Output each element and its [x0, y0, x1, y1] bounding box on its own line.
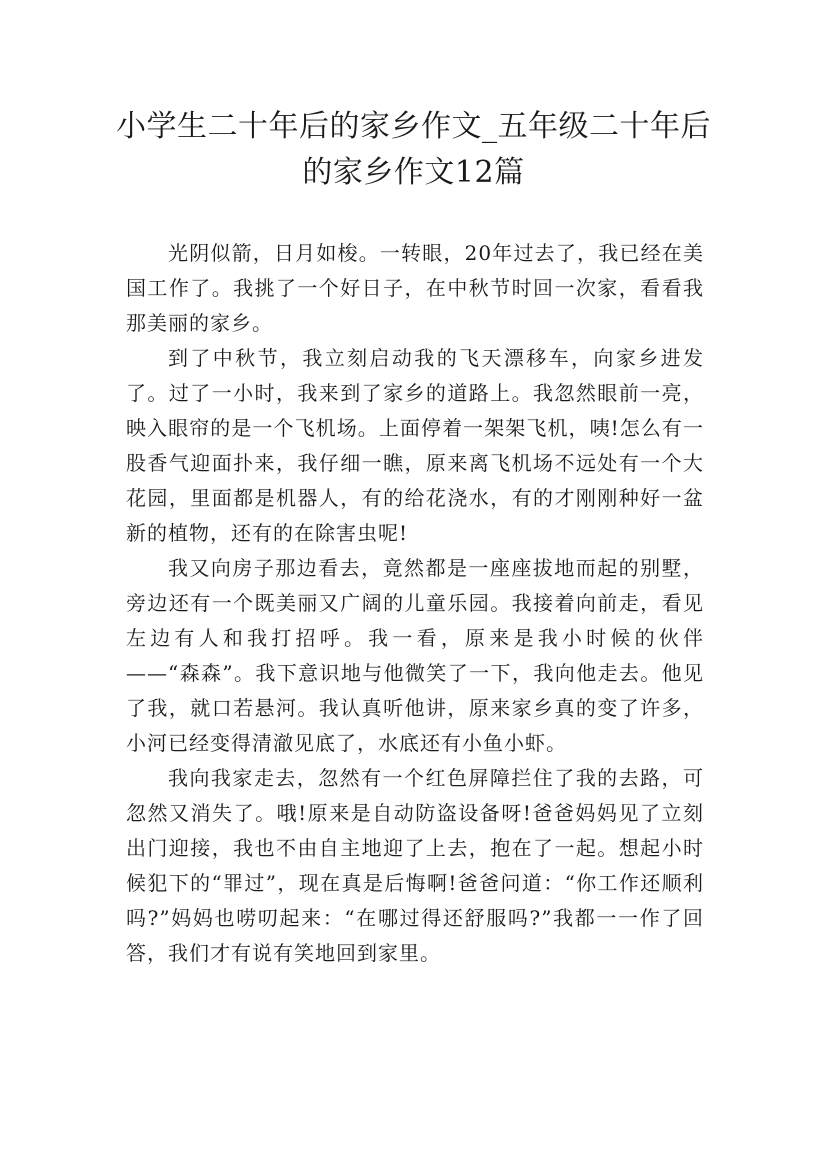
- paragraph-1: 光阴似箭，日月如梭。一转眼，20年过去了，我已经在美国工作了。我挑了一个好日子，在中秋节时回一次家，看看我那美丽的家乡。: [126, 241, 704, 335]
- paragraph-4: 我向我家走去，忽然有一个红色屏障拦住了我的去路，可忽然又消失了。哦!原来是自动防盗设备呀!爸爸妈妈见了立刻出门迎接，我也不由自主地迎了上去，抱在了一起。想起小时候犯下的“罪过”，现在真是后悔啊!爸爸问道：“你工作还顺利吗?”妈妈也唠叨起来：“在哪过得还舒服吗?”我都一一作了回答，我们才有说有笑地回到家里。: [126, 766, 704, 965]
- document-body: [126, 236, 704, 971]
- paragraph-3: 我又向房子那边看去，竟然都是一座座拔地而起的别墅，旁边还有一个既美丽又广阔的儿童乐园。我接着向前走，看见左边有人和我打招呼。我一看，原来是我小时候的伙伴——“森森”。我下意识地与他微笑了一下，我向他走去。他见了我，就口若悬河。我认真听他讲，原来家乡真的变了许多，小河已经变得清澈见底了，水底还有小鱼小虾。: [126, 556, 704, 755]
- document-title: 小学生二十年后的家乡作文_五年级二十年后的家乡作文12篇: [116, 109, 711, 190]
- paragraph-2: 到了中秋节，我立刻启动我的飞天漂移车，向家乡进发了。过了一小时，我来到了家乡的道路上。我忽然眼前一亮，映入眼帘的是一个飞机场。上面停着一架架飞机，咦!怎么有一股香气迎面扑来，我仔细一瞧，原来离飞机场不远处有一个大花园，里面都是机器人，有的给花浇水，有的才刚刚种好一盆新的植物，还有的在除害虫呢!: [126, 346, 704, 545]
